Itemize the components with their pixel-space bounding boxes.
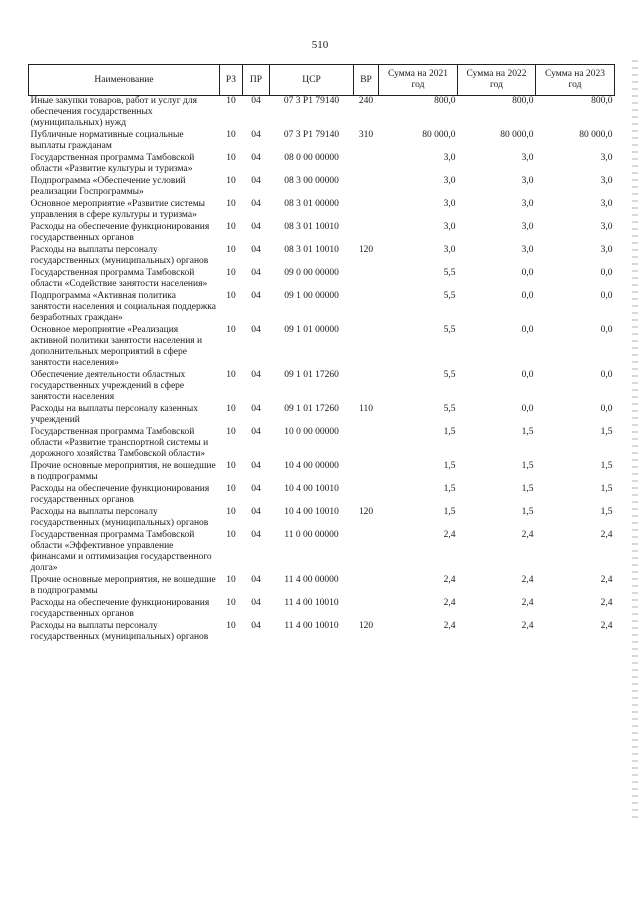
cell-pr: 04 <box>251 325 261 335</box>
cell-sum-2022: 800,0 <box>512 96 534 106</box>
cell-name: Расходы на выплаты персоналу казенных учреждений <box>30 404 199 425</box>
cell-sum-2022: 3,0 <box>521 245 534 255</box>
cell-rz: 10 <box>226 404 236 414</box>
cell-pr: 04 <box>251 130 261 140</box>
cell-vr: 120 <box>358 621 374 631</box>
cell-rz: 10 <box>226 461 236 471</box>
cell-pr: 04 <box>251 621 261 631</box>
cell-csr: 09 1 00 00000 <box>284 291 339 301</box>
cell-vr <box>354 370 379 404</box>
cell-name: Расходы на обеспечение функционирования государственных органов <box>30 598 210 619</box>
cell-sum-2023: 3,0 <box>600 222 613 232</box>
cell-name: Подпрограмма «Активная политика занятости населения и социальная поддержка безработных граждан» <box>30 291 216 323</box>
cell-vr <box>354 291 379 325</box>
cell-name: Государственная программа Тамбовской области «Содействие занятости населения» <box>30 268 208 289</box>
cell-sum-2021: 3,0 <box>443 199 456 209</box>
cell-rz: 10 <box>226 325 236 335</box>
cell-pr: 04 <box>251 370 261 380</box>
cell-name: Обеспечение деятельности областных государственных учреждений в сфере занятости населения <box>30 370 186 402</box>
cell-vr <box>354 530 379 575</box>
table-row <box>29 291 615 325</box>
cell-name: Расходы на выплаты персоналу государственных (муниципальных) органов <box>30 507 209 528</box>
cell-sum-2023: 1,5 <box>600 461 613 471</box>
table-body <box>29 96 615 645</box>
table-row <box>29 176 615 199</box>
cell-rz: 10 <box>226 370 236 380</box>
cell-sum-2023: 2,4 <box>600 621 613 631</box>
side-margin-mark <box>632 60 638 820</box>
table-row <box>29 268 615 291</box>
cell-name: Публичные нормативные социальные выплаты гражданам <box>30 130 184 151</box>
cell-pr: 04 <box>251 96 261 106</box>
cell-rz: 10 <box>226 153 236 163</box>
cell-sum-2022: 2,4 <box>521 575 534 585</box>
cell-name: Прочие основные мероприятия, не вошедшие в подпрограммы <box>30 575 216 596</box>
cell-sum-2021: 3,0 <box>443 245 456 255</box>
cell-pr: 04 <box>251 575 261 585</box>
cell-name: Расходы на обеспечение функционирования государственных органов <box>30 222 210 243</box>
cell-csr: 08 3 01 10010 <box>284 222 339 232</box>
cell-sum-2023: 1,5 <box>600 484 613 494</box>
cell-sum-2022: 1,5 <box>521 507 534 517</box>
header-rz: РЗ <box>220 65 243 96</box>
table-row <box>29 199 615 222</box>
cell-vr <box>354 176 379 199</box>
cell-vr <box>354 153 379 176</box>
budget-table <box>28 64 615 644</box>
header-vr: ВР <box>354 65 379 96</box>
cell-vr <box>354 575 379 598</box>
cell-name: Государственная программа Тамбовской области «Развитие транспортной системы и дорожного хозяйства Тамбовской области» <box>30 427 209 459</box>
cell-sum-2021: 5,5 <box>443 404 456 414</box>
cell-vr: 110 <box>359 404 373 414</box>
cell-sum-2023: 0,0 <box>600 404 613 414</box>
cell-sum-2022: 1,5 <box>521 427 534 437</box>
cell-vr: 120 <box>358 507 374 517</box>
cell-rz: 10 <box>226 222 236 232</box>
cell-rz: 10 <box>226 268 236 278</box>
header-pr: ПР <box>243 65 270 96</box>
cell-csr: 08 0 00 00000 <box>284 153 339 163</box>
cell-sum-2021: 2,4 <box>443 621 456 631</box>
table-row <box>29 530 615 575</box>
cell-csr: 09 1 01 00000 <box>284 325 339 335</box>
cell-sum-2022: 0,0 <box>521 325 534 335</box>
cell-csr: 10 4 00 10010 <box>284 484 339 494</box>
header-sum-2023: Сумма на 2023 год <box>536 65 615 96</box>
table-row <box>29 404 615 427</box>
cell-sum-2023: 0,0 <box>600 325 613 335</box>
cell-sum-2023: 0,0 <box>600 268 613 278</box>
cell-name: Государственная программа Тамбовской области «Эффективное управление финансами и оптимизация государственного долга» <box>30 530 212 573</box>
header-sum-2021: Сумма на 2021 год <box>379 65 458 96</box>
cell-pr: 04 <box>251 199 261 209</box>
cell-rz: 10 <box>226 245 236 255</box>
table-row <box>29 484 615 507</box>
cell-vr <box>354 325 379 370</box>
cell-name: Расходы на обеспечение функционирования государственных органов <box>30 484 210 505</box>
cell-rz: 10 <box>226 575 236 585</box>
table-row <box>29 325 615 370</box>
cell-rz: 10 <box>226 507 236 517</box>
cell-sum-2022: 1,5 <box>521 461 534 471</box>
cell-pr: 04 <box>251 530 261 540</box>
header-sum-2022: Сумма на 2022 год <box>458 65 536 96</box>
cell-sum-2023: 2,4 <box>600 575 613 585</box>
cell-name: Подпрограмма «Обеспечение условий реализации Госпрограммы» <box>30 176 186 197</box>
cell-vr: 240 <box>358 96 374 106</box>
table-row <box>29 598 615 621</box>
cell-sum-2023: 2,4 <box>600 530 613 540</box>
cell-pr: 04 <box>251 268 261 278</box>
cell-rz: 10 <box>226 176 236 186</box>
cell-sum-2023: 80 000,0 <box>579 130 613 140</box>
cell-name: Расходы на выплаты персоналу государственных (муниципальных) органов <box>30 621 209 642</box>
cell-csr: 11 4 00 00000 <box>284 575 339 585</box>
cell-vr: 120 <box>358 245 374 255</box>
cell-pr: 04 <box>251 461 261 471</box>
page-number: 510 <box>311 39 329 51</box>
cell-sum-2022: 2,4 <box>521 530 534 540</box>
cell-sum-2022: 3,0 <box>521 222 534 232</box>
cell-sum-2023: 0,0 <box>600 291 613 301</box>
cell-sum-2023: 0,0 <box>600 370 613 380</box>
table-header-row <box>29 65 615 96</box>
cell-sum-2023: 3,0 <box>600 245 613 255</box>
cell-csr: 10 0 00 00000 <box>284 427 339 437</box>
cell-pr: 04 <box>251 222 261 232</box>
cell-sum-2021: 3,0 <box>443 176 456 186</box>
cell-sum-2021: 5,5 <box>443 370 456 380</box>
cell-sum-2022: 80 000,0 <box>500 130 534 140</box>
cell-csr: 08 3 00 00000 <box>284 176 339 186</box>
cell-sum-2021: 5,5 <box>443 268 456 278</box>
cell-sum-2021: 3,0 <box>443 222 456 232</box>
cell-vr: 310 <box>358 130 374 140</box>
cell-sum-2021: 1,5 <box>443 461 456 471</box>
cell-sum-2021: 2,4 <box>443 575 456 585</box>
cell-sum-2021: 2,4 <box>443 598 456 608</box>
cell-sum-2022: 2,4 <box>521 621 534 631</box>
cell-rz: 10 <box>226 598 236 608</box>
cell-sum-2022: 0,0 <box>521 291 534 301</box>
cell-name: Расходы на выплаты персоналу государственных (муниципальных) органов <box>30 245 209 266</box>
cell-name: Иные закупки товаров, работ и услуг для обеспечения государственных (муниципальных) нужд <box>30 96 197 128</box>
cell-name: Прочие основные мероприятия, не вошедшие в подпрограммы <box>30 461 216 482</box>
cell-vr <box>354 427 379 461</box>
cell-rz: 10 <box>226 530 236 540</box>
table-row <box>29 507 615 530</box>
table-row <box>29 222 615 245</box>
cell-pr: 04 <box>251 427 261 437</box>
cell-csr: 09 1 01 17260 <box>284 370 339 380</box>
cell-pr: 04 <box>251 598 261 608</box>
cell-sum-2023: 3,0 <box>600 199 613 209</box>
cell-sum-2022: 3,0 <box>521 199 534 209</box>
cell-csr: 09 1 01 17260 <box>284 404 339 414</box>
header-csr: ЦСР <box>270 65 354 96</box>
header-name: Наименование <box>29 65 220 96</box>
cell-vr <box>354 484 379 507</box>
cell-csr: 10 4 00 10010 <box>284 507 339 517</box>
cell-sum-2022: 0,0 <box>521 370 534 380</box>
cell-csr: 08 3 01 10010 <box>284 245 339 255</box>
cell-pr: 04 <box>251 291 261 301</box>
cell-csr: 09 0 00 00000 <box>284 268 339 278</box>
cell-sum-2021: 5,5 <box>443 291 456 301</box>
cell-sum-2021: 3,0 <box>443 153 456 163</box>
cell-rz: 10 <box>226 291 236 301</box>
cell-sum-2021: 80 000,0 <box>422 130 456 140</box>
cell-sum-2023: 800,0 <box>591 96 613 106</box>
cell-pr: 04 <box>251 507 261 517</box>
table-row <box>29 130 615 153</box>
cell-sum-2021: 5,5 <box>443 325 456 335</box>
cell-sum-2021: 800,0 <box>434 96 456 106</box>
cell-rz: 10 <box>226 130 236 140</box>
cell-csr: 08 3 01 00000 <box>284 199 339 209</box>
cell-vr <box>354 199 379 222</box>
table-row <box>29 461 615 484</box>
cell-sum-2023: 1,5 <box>600 507 613 517</box>
cell-sum-2021: 2,4 <box>443 530 456 540</box>
cell-name: Основное мероприятие «Развитие системы управления в сфере культуры и туризма» <box>30 199 205 220</box>
cell-csr: 11 4 00 10010 <box>284 598 339 608</box>
cell-sum-2023: 2,4 <box>600 598 613 608</box>
cell-rz: 10 <box>226 621 236 631</box>
cell-pr: 04 <box>251 484 261 494</box>
cell-pr: 04 <box>251 176 261 186</box>
cell-csr: 07 3 Р1 79140 <box>283 96 340 106</box>
cell-rz: 10 <box>226 199 236 209</box>
cell-csr: 07 3 Р1 79140 <box>283 130 340 140</box>
cell-sum-2021: 1,5 <box>443 507 456 517</box>
cell-sum-2022: 0,0 <box>521 404 534 414</box>
table-row <box>29 575 615 598</box>
cell-vr <box>354 268 379 291</box>
cell-sum-2023: 3,0 <box>600 153 613 163</box>
table-row <box>29 153 615 176</box>
table-row <box>29 370 615 404</box>
cell-rz: 10 <box>226 96 236 106</box>
cell-csr: 11 0 00 00000 <box>284 530 339 540</box>
cell-csr: 11 4 00 10010 <box>284 621 339 631</box>
table-row <box>29 96 615 131</box>
table-row <box>29 427 615 461</box>
cell-sum-2021: 1,5 <box>443 427 456 437</box>
cell-sum-2022: 1,5 <box>521 484 534 494</box>
cell-sum-2022: 3,0 <box>521 153 534 163</box>
cell-sum-2021: 1,5 <box>443 484 456 494</box>
cell-rz: 10 <box>226 427 236 437</box>
cell-sum-2022: 3,0 <box>521 176 534 186</box>
table-row <box>29 621 615 644</box>
cell-name: Государственная программа Тамбовской области «Развитие культуры и туризма» <box>30 153 195 174</box>
cell-pr: 04 <box>251 153 261 163</box>
cell-csr: 10 4 00 00000 <box>284 461 339 471</box>
table-row <box>29 245 615 268</box>
cell-vr <box>354 222 379 245</box>
cell-sum-2022: 0,0 <box>521 268 534 278</box>
cell-sum-2023: 3,0 <box>600 176 613 186</box>
cell-sum-2023: 1,5 <box>600 427 613 437</box>
cell-name: Основное мероприятие «Реализация активной политики занятости населения и дополнительных мероприятий в сфере занятости населения» <box>30 325 203 368</box>
cell-vr <box>354 598 379 621</box>
cell-sum-2022: 2,4 <box>521 598 534 608</box>
cell-pr: 04 <box>251 404 261 414</box>
cell-rz: 10 <box>226 484 236 494</box>
cell-pr: 04 <box>251 245 261 255</box>
cell-vr <box>354 461 379 484</box>
